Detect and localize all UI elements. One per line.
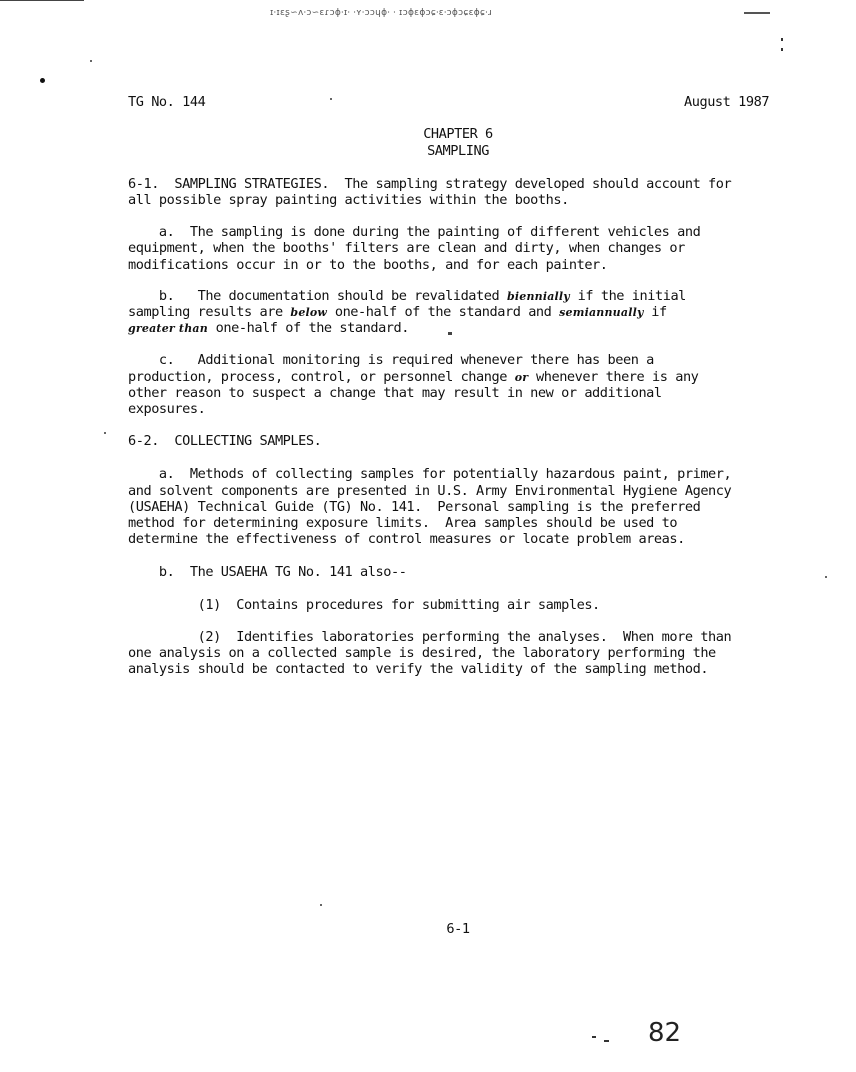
handwritten-annotation: biennially — [506, 290, 570, 303]
paragraph-6-1-b-line — [128, 288, 778, 305]
scan-mark-right-1 — [781, 38, 783, 41]
text-run: if — [643, 304, 667, 320]
paragraph-6-1-c-line: c. Additional monitoring is required whenever there has been a — [128, 352, 654, 368]
section-6-1-line: 6-1. SAMPLING STRATEGIES. The sampling strategy developed should account for — [128, 176, 732, 192]
paragraph-6-1-c-line — [128, 369, 778, 386]
item-1-line: (1) Contains procedures for submitting air samples. — [128, 597, 600, 613]
chapter-title: SAMPLING — [427, 143, 489, 159]
scan-tick-footer-1 — [592, 1036, 596, 1038]
paragraph-6-2-a-line: a. Methods of collecting samples for potentially hazardous paint, primer, — [128, 466, 732, 482]
section-6-2-heading: 6-2. COLLECTING SAMPLES. — [128, 433, 322, 449]
paragraph-6-2-a-line: determine the effectiveness of control measures or locate problem areas. — [128, 531, 685, 547]
paragraph-6-1-a-line: equipment, when the booths' filters are clean and dirty, when changes or — [128, 240, 685, 256]
paragraph-6-1-c-line: exposures. — [128, 401, 206, 417]
scan-dash-top-right — [744, 12, 770, 14]
stamped-page-number: 82 — [648, 1018, 682, 1048]
document-number: TG No. 144 — [128, 94, 206, 110]
scan-mark-right-2 — [781, 48, 783, 51]
chapter-number: CHAPTER 6 — [423, 126, 493, 142]
document-date: August 1987 — [684, 94, 770, 110]
item-2-line: (2) Identifies laboratories performing the analyses. When more than — [128, 629, 732, 645]
paragraph-6-1-b-line — [128, 304, 778, 321]
paragraph-6-1-a-line: a. The sampling is done during the painting of different vehicles and — [128, 224, 701, 240]
scan-speck-3 — [104, 432, 106, 434]
scan-speck-2 — [330, 98, 332, 100]
section-6-1-line: all possible spray painting activities within the booths. — [128, 192, 569, 208]
page-number: 6-1 — [446, 921, 470, 937]
paragraph-6-1-c-line: other reason to suspect a change that may result in new or additional — [128, 385, 662, 401]
handwritten-annotation: semiannually — [559, 306, 644, 319]
text-run: whenever there is any — [528, 369, 699, 385]
text-run: sampling results are — [128, 304, 291, 320]
item-2-line: one analysis on a collected sample is desired, the laboratory performing the — [128, 645, 716, 661]
paragraph-6-1-a-line: modifications occur in or to the booths, and for each painter. — [128, 257, 608, 273]
paragraph-6-2-a-line: and solvent components are presented in U.S. Army Environmental Hygiene Agency — [128, 483, 732, 499]
scan-header-noise: ɪ⸱ɪɛʂ∽ʌ⸱ɔ∽ɛɾɔɸ⸱ɪ⸱ ⸱ʏ⸱ɔɔɥɸ⸱ ⸱ ɪɔɸɛɸɔɕ⸱ɛ⸱ɔɸɔɕɛɸɕ⸱ɹ — [270, 8, 493, 18]
paragraph-6-2-a-line: (USAEHA) Technical Guide (TG) No. 141. Personal sampling is the preferred — [128, 499, 701, 515]
text-run: b. The documentation should be revalidated — [128, 288, 507, 304]
text-run: production, process, control, or personnel change — [128, 369, 515, 385]
scan-speck-5 — [320, 904, 322, 906]
scan-top-line — [0, 0, 84, 1]
scan-speck-1 — [90, 60, 92, 62]
paragraph-6-1-b-line — [128, 320, 778, 337]
item-2-line: analysis should be contacted to verify the validity of the sampling method. — [128, 661, 709, 677]
text-run: one-half of the standard and — [327, 304, 560, 320]
paragraph-6-2-b-line: b. The USAEHA TG No. 141 also-- — [128, 564, 407, 580]
scan-speck-4 — [825, 576, 827, 578]
handwritten-annotation: below — [290, 306, 328, 319]
paragraph-6-2-a-line: method for determining exposure limits. Area samples should be used to — [128, 515, 678, 531]
text-run: if the initial — [569, 288, 686, 304]
handwritten-annotation: greater than — [128, 322, 208, 335]
scan-dot-left — [40, 78, 45, 83]
scan-tick-footer-2 — [604, 1040, 609, 1042]
text-run: one-half of the standard. — [207, 320, 410, 336]
handwritten-annotation: or — [514, 371, 529, 384]
